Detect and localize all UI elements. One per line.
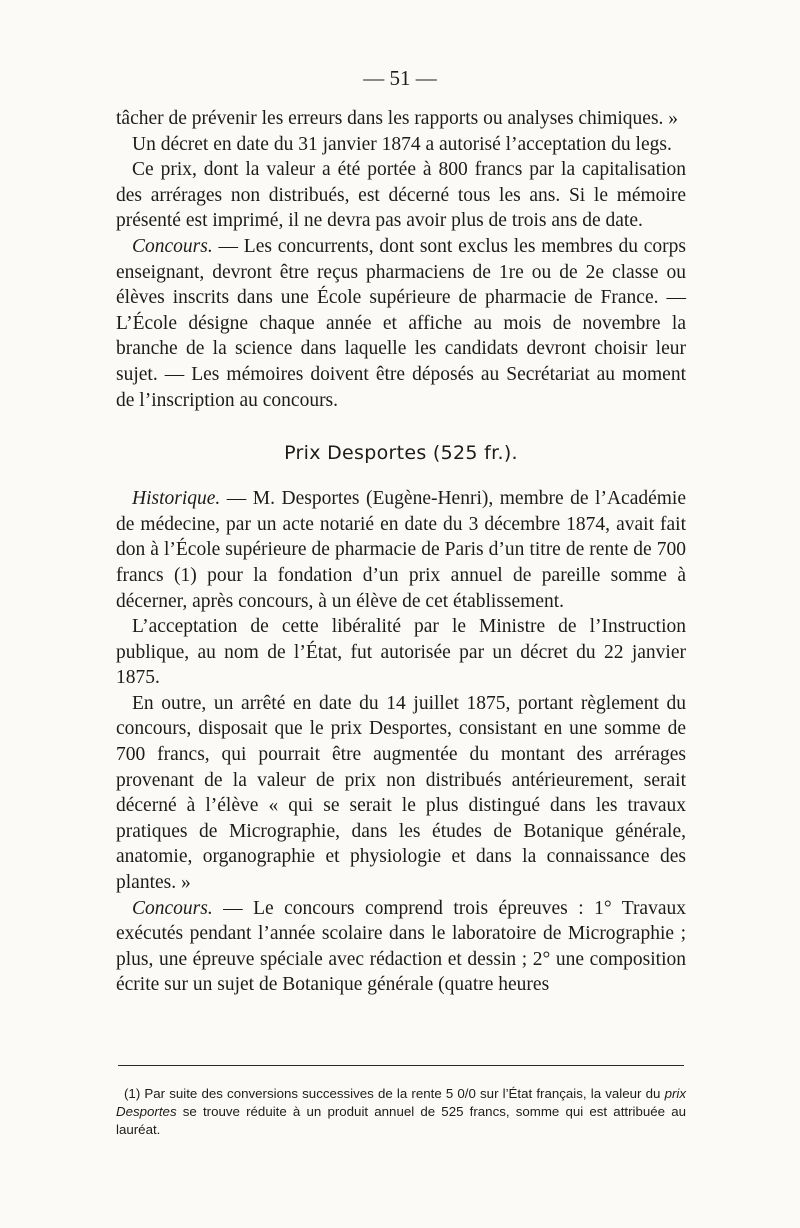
paragraph: tâcher de prévenir les erreurs dans les rapports ou analyses chimiques. »: [116, 108, 679, 129]
concours-text: — Les concurrents, dont sont exclus les membres du corps enseignant, devront être reçus pharmaciens de 1re ou de 2e classe ou élèves inscrits dans une École supérieure de pharmacie de France. — L’École désigne chaque année et affiche au mois de novembre la branche de la science dans laquelle les candidats devront choisir leur sujet. — Les mémoires doivent être déposés au Secrétariat au moment de l’inscription au concours.: [116, 235, 686, 411]
footnote-text-end: se trouve réduite à un produit annuel de 525 francs, somme qui est attribuée au lauréat.: [116, 1104, 686, 1137]
footnote: [116, 1085, 686, 1139]
historique-label: Historique.: [132, 488, 221, 510]
page-number: — 51 —: [363, 66, 437, 90]
paragraph: Ce prix, dont la valeur a été portée à 800 francs par la capitalisation des arrérages non distribués, est décerné tous les ans. Si le mémoire présenté est imprimé, il ne devra pas avoir plus de trois ans de date.: [116, 159, 686, 232]
section-heading: Prix Desportes (525 fr.).: [284, 442, 518, 465]
paragraph-historique: [116, 486, 686, 614]
footnote-rule: [118, 1065, 684, 1066]
concours-label: Concours.: [132, 235, 213, 257]
concours-label: Concours.: [132, 897, 213, 919]
paragraph: L’acceptation de cette libéralité par le Ministre de l’Instruction publique, au nom de l’État, fut autorisée par un décret du 22 janvier 1875.: [116, 616, 686, 689]
body-text: [116, 106, 686, 998]
paragraph: Un décret en date du 31 janvier 1874 a autorisé l’acceptation du legs.: [132, 133, 672, 155]
concours-text: — Le concours comprend trois épreuves : 1° Travaux exécutés pendant l’année scolaire dans le laboratoire de Micrographie ; plus, une épreuve spéciale avec rédaction et dessin ; 2° une composition écrite sur un sujet de Botanique générale (quatre heures: [116, 897, 686, 996]
footnote-paragraph: [116, 1085, 686, 1139]
paragraph-concours: [116, 234, 686, 413]
paragraph-concours: [116, 896, 686, 998]
footnote-text: (1) Par suite des conversions successives de la rente 5 0/0 sur l’État français, la valeur du: [124, 1086, 661, 1101]
paragraph: En outre, un arrêté en date du 14 juillet 1875, portant règlement du concours, disposait que le prix Desportes, consistant en une somme de 700 francs, qui pourrait être augmentée du montant des arrérages provenant de la valeur de prix non distribués antérieurement, serait décerné à l’élève « qui se serait le plus distingué dans les travaux pratiques de Micrographie, dans les études de Botanique générale, anatomie, organographie et physiologie et dans la connaissance des plantes. »: [116, 692, 686, 894]
footnote-italic: prix Desportes: [116, 1086, 686, 1119]
historique-text: — M. Desportes (Eugène-Henri), membre de l’Académie de médecine, par un acte notarié en date du 3 décembre 1874, avait fait don à l’École supérieure de pharmacie de Paris d’un titre de rente de 700 francs (1) pour la fondation d’un prix annuel de pareille somme à décerner, après concours, à un élève de cet établissement.: [116, 488, 686, 612]
